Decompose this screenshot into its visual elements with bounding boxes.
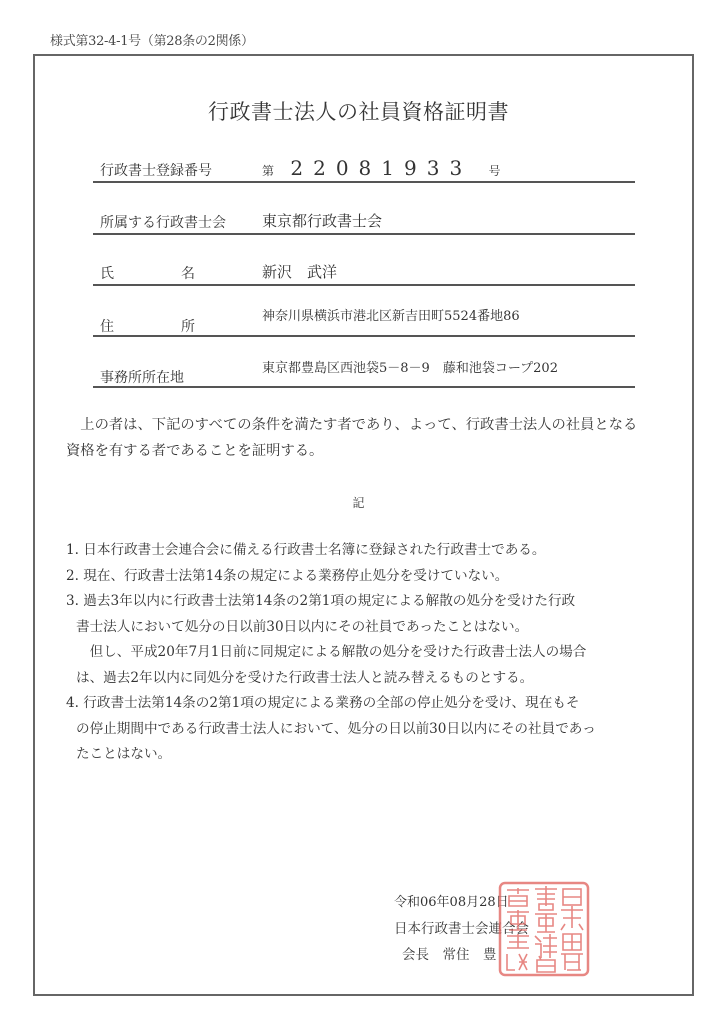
official-seal-icon — [497, 880, 591, 978]
president-name: 会長 常住 豊 — [402, 947, 497, 963]
registration-suffix: 号 — [488, 164, 501, 178]
condition-3-line-4: は、過去2年以内に同処分を受けた行政書士法人と読み替えるものとする。 — [76, 669, 534, 686]
condition-4-line-1: 4. 行政書士法第14条の2第1項の規定による業務の全部の停止処分を受け、現在もそ — [66, 695, 580, 711]
issue-date: 令和06年08月28日 — [394, 895, 509, 910]
condition-3-line-1: 3. 過去3年以内に行政書士法第14条の2第1項の規定による解散の処分を受けた行政 — [66, 593, 576, 609]
condition-3-line-3: 但し、平成20年7月1日前に同規定による解散の処分を受けた行政書士法人の場合 — [76, 644, 587, 660]
association-label: 所属する行政書士会 — [100, 215, 226, 231]
association-value: 東京都行政書士会 — [262, 212, 383, 230]
condition-4-line-3: たことはない。 — [76, 746, 172, 762]
statement — [66, 412, 694, 464]
ki-heading: 記 — [352, 496, 365, 510]
registration-underline — [93, 181, 635, 183]
name-value: 新沢 武洋 — [262, 263, 338, 281]
name-label-a: 氏 — [100, 266, 114, 282]
registration-label: 行政書士登録番号 — [100, 163, 212, 179]
association-underline — [93, 233, 635, 235]
issuing-organization: 日本行政書士会連合会 — [394, 921, 529, 937]
office-label: 事務所所在地 — [100, 370, 184, 386]
address-value: 神奈川県横浜市港北区新吉田町5524番地86 — [262, 309, 520, 324]
statement-line-2: 資格を有する者であることを証明する。 — [66, 443, 324, 459]
name-label — [100, 263, 195, 283]
office-value: 東京都豊島区西池袋5－8－9 藤和池袋コープ202 — [262, 361, 558, 376]
condition-1: 1. 日本行政書士会連合会に備える行政書士名簿に登録された行政書士である。 — [66, 542, 546, 558]
name-underline — [93, 284, 635, 286]
statement-line-1: 上の者は、下記のすべての条件を満たす者であり、よって、行政書士法人の社員となる — [66, 417, 638, 433]
address-underline — [93, 335, 635, 337]
address-label — [100, 316, 195, 336]
condition-list — [66, 538, 694, 768]
registration-prefix: 第 — [262, 164, 275, 178]
condition-3-line-2: 書士法人において処分の日以前30日以内にその社員であったことはない。 — [76, 618, 529, 635]
condition-4-line-2: の停止期間中である行政書士法人において、処分の日以前30日以内にその社員であっ — [76, 720, 596, 737]
name-label-b: 名 — [181, 266, 195, 282]
registration-number — [262, 156, 501, 180]
address-label-b: 所 — [181, 319, 195, 335]
address-label-a: 住 — [100, 319, 114, 335]
document-title: 行政書士法人の社員資格証明書 — [208, 100, 509, 124]
form-number: 様式第32-4-1号（第28条の2関係） — [50, 34, 254, 49]
registration-number-value: 22081933 — [290, 156, 473, 180]
certificate-frame — [33, 54, 694, 996]
office-underline — [93, 386, 635, 388]
condition-2: 2. 現在、行政書士法第14条の規定による業務停止処分を受けていない。 — [66, 567, 509, 584]
